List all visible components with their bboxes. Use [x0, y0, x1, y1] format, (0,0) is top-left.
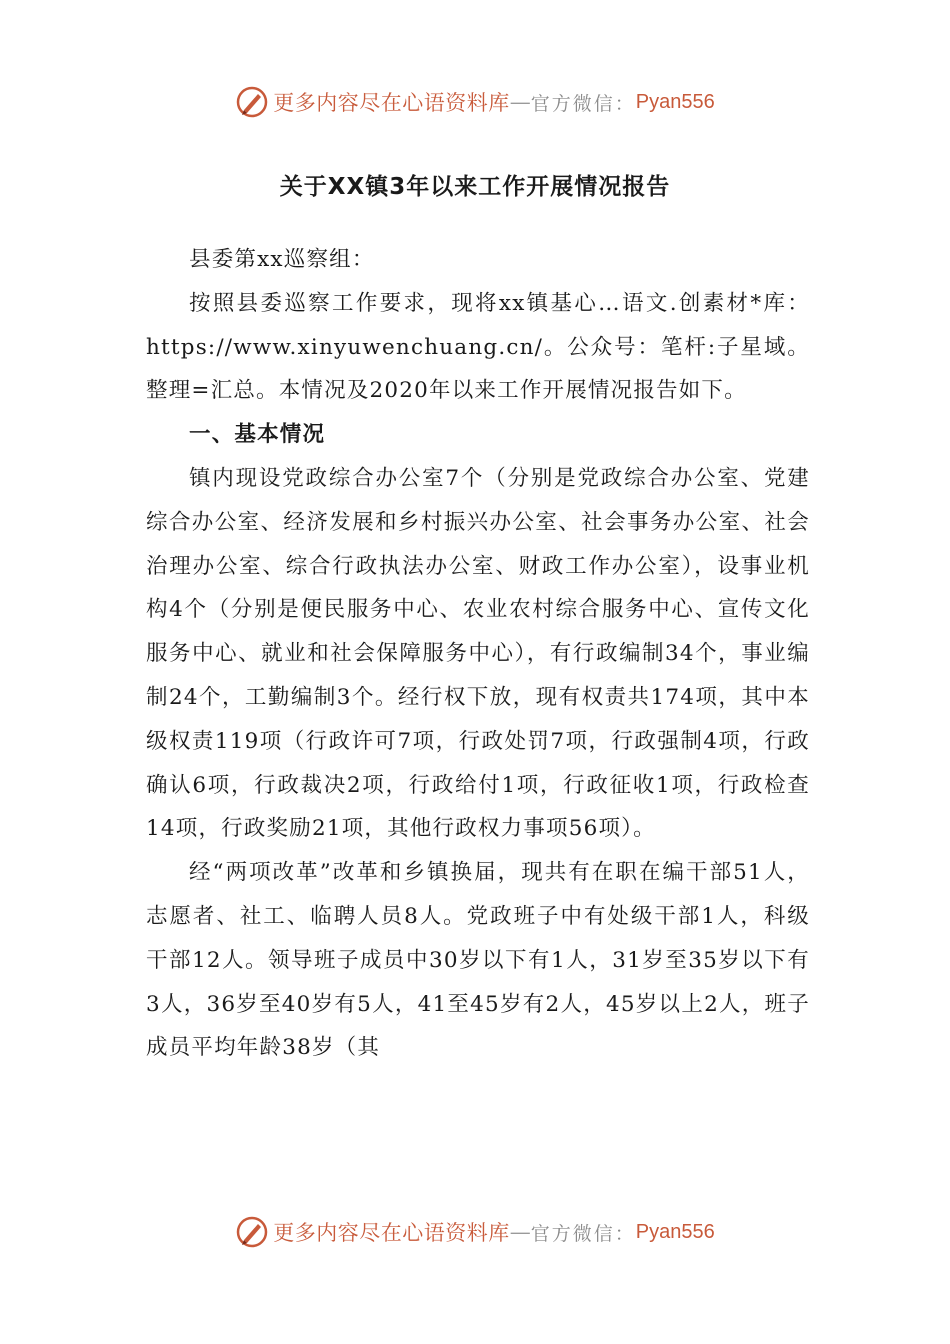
- salutation: 县委第xx巡察组：: [189, 247, 375, 272]
- banner-text: 更多内容尽在心语资料库: [273, 91, 510, 115]
- banner-dash: —: [509, 1220, 531, 1244]
- document-body: [146, 238, 810, 1070]
- banner-text: 更多内容尽在心语资料库: [273, 1221, 510, 1245]
- section-heading: 一、基本情况: [189, 422, 326, 448]
- intro-paragraph: 按照县委巡察工作要求，现将xx镇基心…语文.创素材*库：https://www.xinyuwenchuang.cn/。公众号：笔杆:子星域。整理=汇总。本情况及2020年以来工作开展情况报告如下。: [146, 290, 810, 404]
- banner-wechat-id: Pyan556: [635, 1220, 715, 1243]
- pen-logo-icon: [235, 1215, 269, 1249]
- banner-wechat-label: 官方微信：: [530, 1222, 636, 1245]
- banner-wechat-label: 官方微信：: [530, 92, 636, 115]
- body-paragraph-1: 镇内现设党政综合办公室7个（分别是党政综合办公室、党建综合办公室、经济发展和乡村振兴办公室、社会事务办公室、社会治理办公室、综合行政执法办公室、财政工作办公室），设事业机构4个（分别是便民服务中心、农业农村综合服务中心、宣传文化服务中心、就业和社会保障服务中心），有行政编制34个，事业编制24个，工勤编制3个。经行权下放，现有权责共174项，其中本级权责119项（行政许可7项，行政处罚7项，行政强制4项，行政确认6项，行政裁决2项，行政给付1项，行政征收1项，行政检查14项，行政奖励21项，其他行政权力事项56项）。: [146, 465, 810, 842]
- body-paragraph-2: 经“两项改革”改革和乡镇换届，现共有在职在编干部51人，志愿者、社工、临聘人员8人。党政班子中有处级干部1人，科级干部12人。领导班子成员中30岁以下有1人，31岁至35岁以下有3人，36岁至40岁有5人，41至45岁有2人，45岁以上2人，班子成员平均年龄38岁（其: [146, 860, 810, 1061]
- header-banner: [0, 82, 950, 122]
- banner-wechat-id: Pyan556: [635, 90, 715, 113]
- document-title: 关于XX镇3年以来工作开展情况报告: [279, 174, 671, 200]
- banner-dash: —: [509, 90, 531, 114]
- footer-banner: [0, 1212, 950, 1252]
- pen-logo-icon: [235, 85, 269, 119]
